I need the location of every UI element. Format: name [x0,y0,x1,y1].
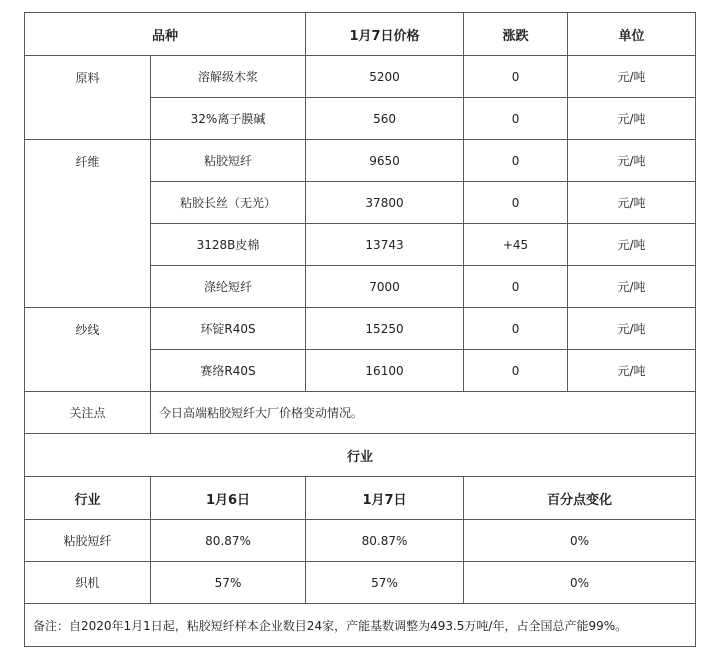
industry-name: 粘胶短纤 [25,520,151,562]
item-price: 13743 [306,224,464,266]
item-unit: 元/吨 [568,98,696,140]
item-name: 粘胶长丝（无光） [151,182,306,224]
item-unit: 元/吨 [568,350,696,392]
header-change: 涨跌 [464,13,568,56]
item-price: 16100 [306,350,464,392]
item-unit: 元/吨 [568,56,696,98]
item-price: 9650 [306,140,464,182]
item-name: 粘胶短纤 [151,140,306,182]
industry-jan6: 80.87% [151,520,306,562]
industry-header-row [25,477,696,520]
price-table-header-row [25,13,696,56]
item-name: 环锭R40S [151,308,306,350]
item-unit: 元/吨 [568,140,696,182]
header-jan7: 1月7日 [306,477,464,520]
header-unit: 单位 [568,13,696,56]
item-price: 7000 [306,266,464,308]
item-price: 15250 [306,308,464,350]
item-change: 0 [464,350,568,392]
category-raw-materials: 原料 [25,56,151,140]
header-variety: 品种 [25,13,306,56]
item-change: +45 [464,224,568,266]
item-change: 0 [464,98,568,140]
category-yarn: 纱线 [25,308,151,392]
item-price: 5200 [306,56,464,98]
industry-jan7: 57% [306,562,464,604]
item-change: 0 [464,56,568,98]
industry-jan6: 57% [151,562,306,604]
focus-row [25,392,696,434]
item-unit: 元/吨 [568,224,696,266]
focus-text: 今日高端粘胶短纤大厂价格变动情况。 [151,392,696,434]
item-unit: 元/吨 [568,266,696,308]
item-unit: 元/吨 [568,308,696,350]
industry-pct-change: 0% [464,562,696,604]
item-name: 溶解级木浆 [151,56,306,98]
focus-label: 关注点 [25,392,151,434]
category-fibers: 纤维 [25,140,151,308]
footnote-text: 备注：自2020年1月1日起，粘胶短纤样本企业数目24家，产能基数调整为493.5万吨/年，占全国总产能99%。 [25,604,696,647]
price-report-table [24,12,696,647]
item-name: 3128B皮棉 [151,224,306,266]
item-unit: 元/吨 [568,182,696,224]
table-row [25,140,696,182]
item-name: 赛络R40S [151,350,306,392]
header-price: 1月7日价格 [306,13,464,56]
item-price: 560 [306,98,464,140]
industry-pct-change: 0% [464,520,696,562]
table-row [25,562,696,604]
item-change: 0 [464,266,568,308]
item-name: 32%离子膜碱 [151,98,306,140]
header-pct-change: 百分点变化 [464,477,696,520]
industry-name: 织机 [25,562,151,604]
industry-section-row [25,434,696,477]
item-change: 0 [464,182,568,224]
table-row [25,308,696,350]
table-row [25,56,696,98]
industry-jan7: 80.87% [306,520,464,562]
header-industry: 行业 [25,477,151,520]
item-price: 37800 [306,182,464,224]
item-name: 涤纶短纤 [151,266,306,308]
header-jan6: 1月6日 [151,477,306,520]
table-row [25,520,696,562]
item-change: 0 [464,308,568,350]
footnote-row [25,604,696,647]
item-change: 0 [464,140,568,182]
industry-section-title: 行业 [25,434,696,477]
